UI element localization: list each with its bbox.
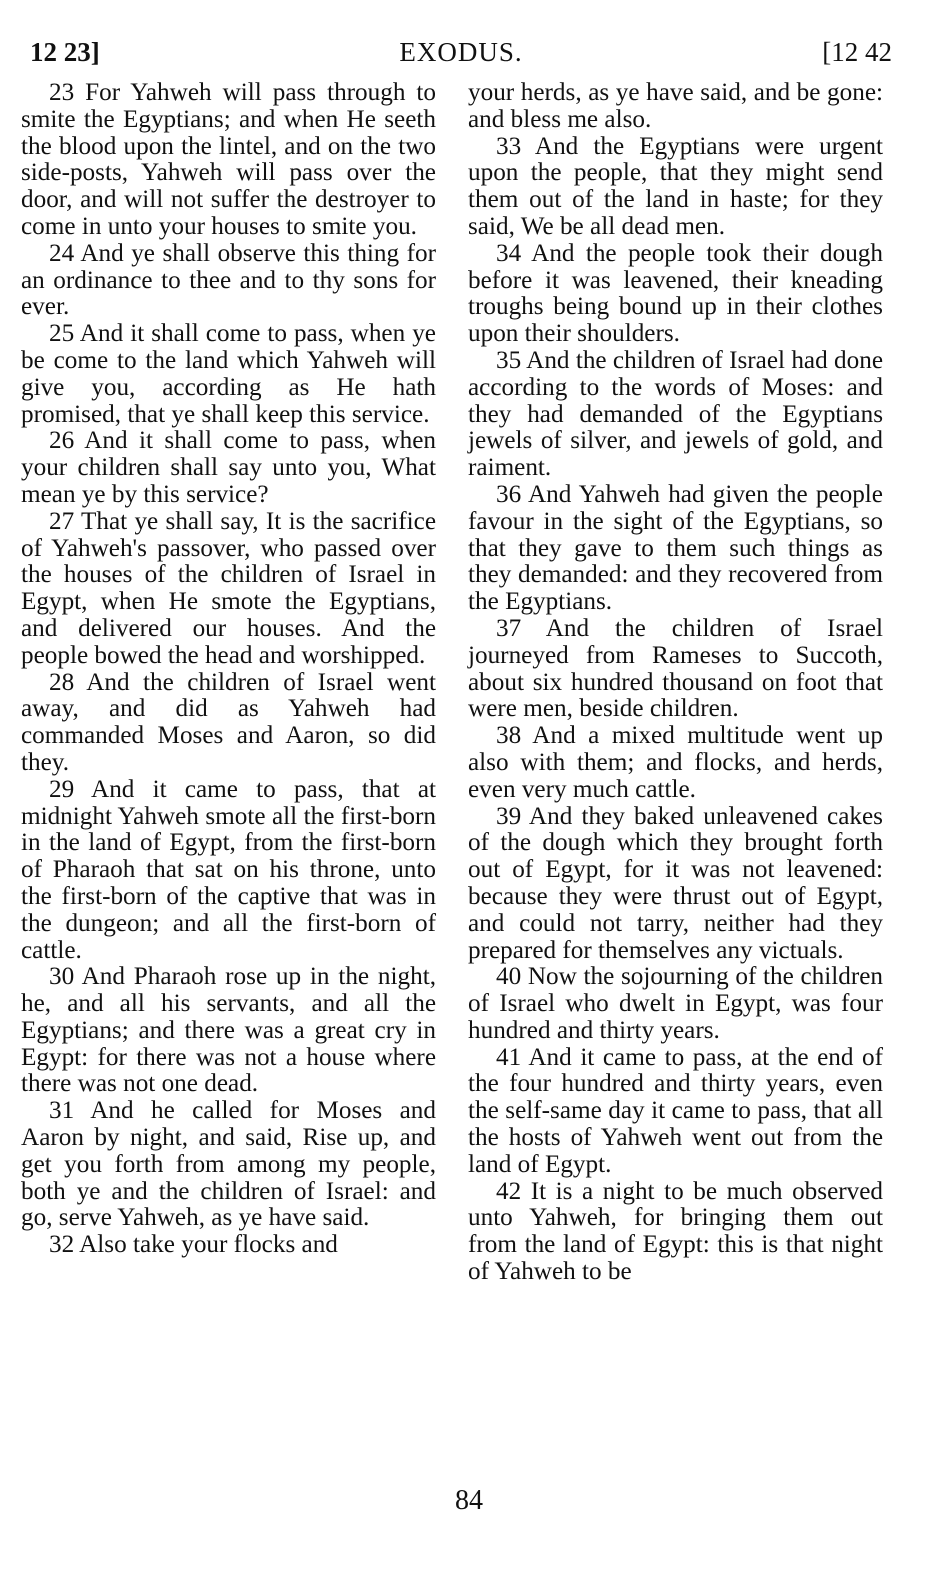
verse-27: 27 That ye shall say, It is the sacrifice of Yahweh's passover, who passed over the houses of the children of Israel in Egypt, when He smote the Egyptians, and delivered our houses. And the people bowed the head and worshipped. (21, 507, 436, 669)
verse-42-start: 42 It is a night to be much observed unto Yahweh, for bringing them out from the land of Egypt: this is that night of Yahweh to be (468, 1177, 883, 1286)
verse-31: 31 And he called for Moses and Aaron by night, and said, Rise up, and get you forth from among my people, both ye and the children of Israel: and go, serve Yahweh, as ye have said. (21, 1097, 436, 1232)
verse-36: 36 And Yahweh had given the people favour in the sight of the Egyptians, so that they gave to them such things as they demanded: and they recovered from the Egyptians. (468, 480, 883, 616)
verse-35: 35 And the children of Israel had done according to the words of Moses: and they had demanded of the Egyptians jewels of silver, and jewels of gold, and raiment. (468, 346, 883, 482)
header-verse-end: [12 42 (822, 37, 892, 67)
right-text-column (468, 80, 883, 1286)
left-text-column (21, 80, 436, 1259)
header-book-title: EXODUS. (399, 37, 523, 67)
verse-33: 33 And the Egyptians were urgent upon the people, that they might send them out of the land in haste; for they said, We be all dead men. (468, 132, 883, 240)
verse-39: 39 And they baked unleavened cakes of the dough which they brought forth out of Egypt, for it was not leavened: because they were thrust out of Egypt, and could not tarry, neither had they prepared for themselves any victuals. (468, 802, 883, 964)
verse-25: 25 And it shall come to pass, when ye be come to the land which Yahweh will give you, according as He hath promised, that ye shall keep this service. (21, 320, 436, 428)
running-header (30, 34, 892, 70)
verse-34: 34 And the people took their dough before it was leavened, their kneading troughs being bound up in their clothes upon their shoulders. (468, 239, 883, 348)
verse-32-continued: your herds, as ye have said, and be gone: and bless me also. (468, 79, 883, 133)
page-number: 84 (455, 1485, 483, 1516)
verse-26: 26 And it shall come to pass, when your children shall say unto you, What mean ye by this service? (21, 427, 436, 508)
header-verse-start: 12 23] (30, 37, 100, 67)
verse-38: 38 And a mixed multitude went up also with them; and flocks, and herds, even very much cattle. (468, 722, 883, 803)
verse-40: 40 Now the sojourning of the children of Israel who dwelt in Egypt, was four hundred and thirty years. (468, 963, 883, 1044)
verse-29: 29 And it came to pass, that at midnight Yahweh smote all the first-born in the land of Egypt, from the first-born of Pharaoh that sat on his throne, unto the first-born of the captive that was in the dungeon; and all the first-born of cattle. (21, 775, 436, 964)
verse-30: 30 And Pharaoh rose up in the night, he, and all his servants, and all the Egyptians; and there was a great cry in Egypt: for there was not a house where there was not one dead. (21, 963, 436, 1098)
verse-28: 28 And the children of Israel went away, and did as Yahweh had commanded Moses and Aaron, so did they. (21, 668, 436, 776)
verse-24: 24 And ye shall observe this thing for an ordinance to thee and to thy sons for ever. (21, 239, 436, 321)
verse-37: 37 And the children of Israel journeyed from Rameses to Succoth, about six hundred thousand on foot that were men, beside children. (468, 614, 883, 723)
verse-41: 41 And it came to pass, at the end of the four hundred and thirty years, even the self-same day it came to pass, that all the hosts of Yahweh went out from the land of Egypt. (468, 1043, 883, 1178)
verse-32-start: 32 Also take your flocks and (49, 1231, 338, 1259)
verse-23: 23 For Yahweh will pass through to smite the Egyptians; and when He seeth the blood upon the lintel, and on the two side-posts, Yahweh will pass over the door, and will not suffer the destroyer to come in unto your houses to smite you. (21, 79, 436, 240)
